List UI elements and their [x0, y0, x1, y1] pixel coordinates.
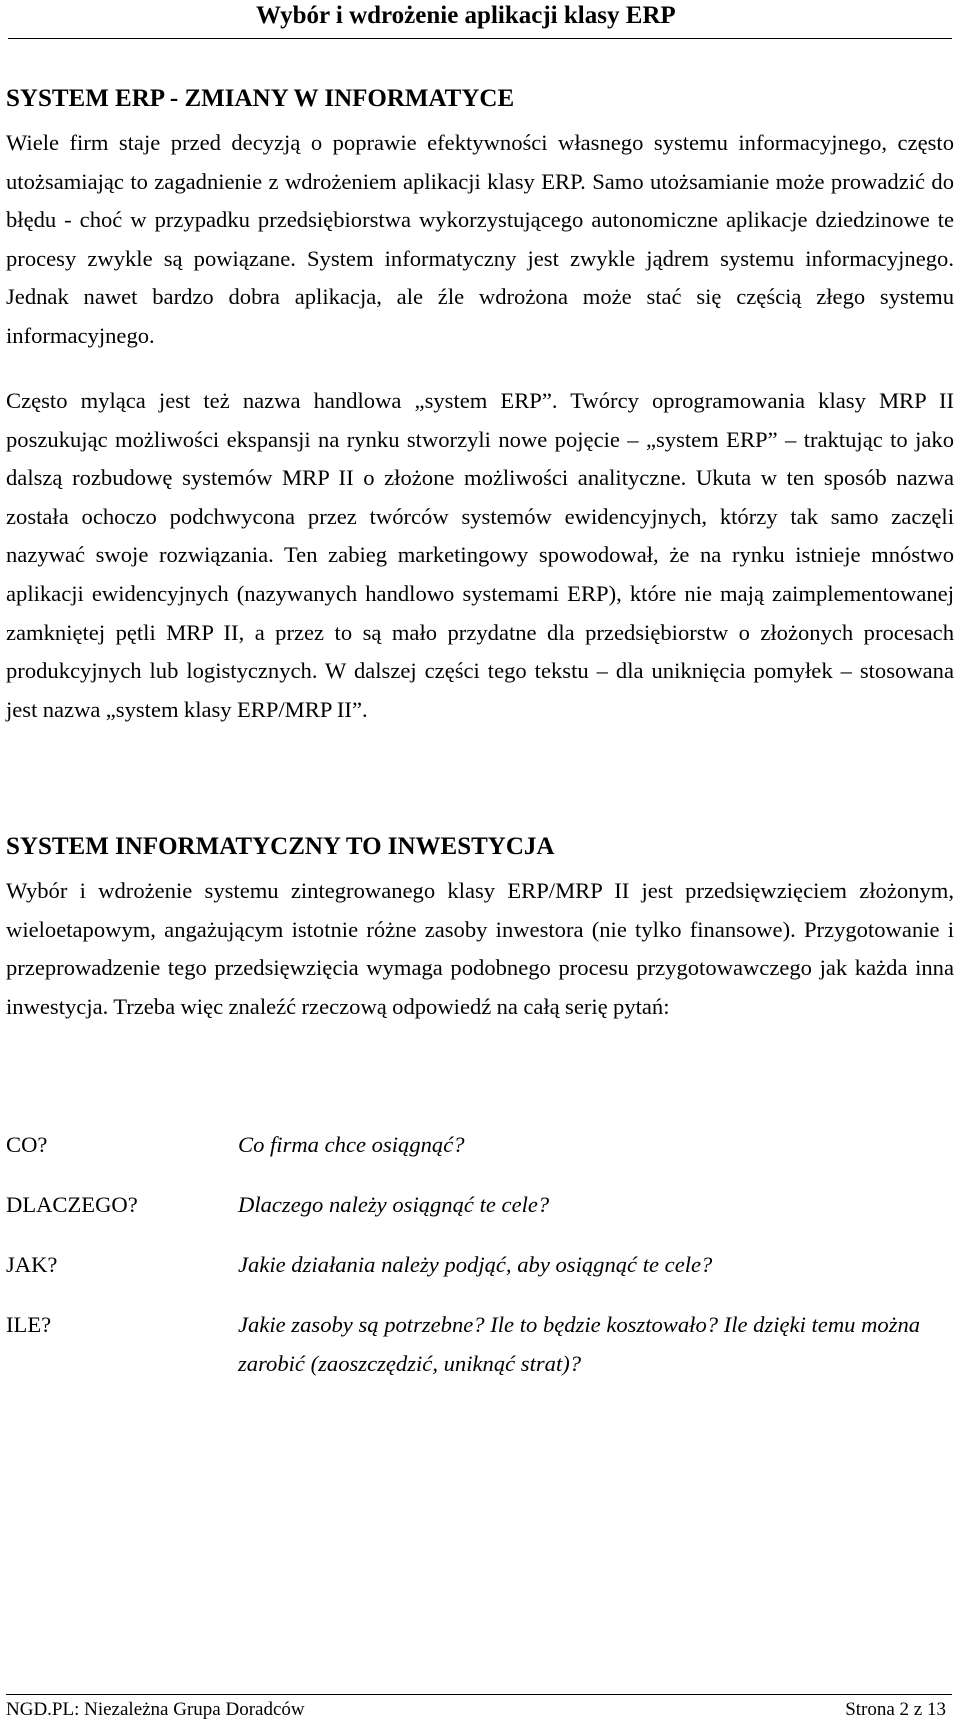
question-label: ILE? [6, 1312, 52, 1337]
paragraph-erp-naming: Często myląca jest też nazwa handlowa „system ERP”. Twórcy oprogramowania klasy MRP II poszukując możliwości ekspansji na rynku stworzyli nowe pojęcie – „system ERP” – traktując to jako dalszą rozbudowę systemów MRP II o złożone możliwości analityczne. Ukuta w ten sposób nazwa została ochoczo podchwycona przez twórców systemów ewidencyjnych, którzy tak samo zaczęli nazywać swoje rozwiązania. Ten zabieg marketingowy spowodował, że na rynku istnieje mnóstwo aplikacji ewidencyjnych (nazywanych handlowo systemami ERP), które nie mają zaimplementowanej zamkniętej pętli MRP II, a przez to są mało przydatne dla przedsiębiorstw o złożonych procesach produkcyjnych lub logistycznych. W dalszej części tego tekstu – dla uniknięcia pomyłek – stosowana jest nazwa „system klasy ERP/MRP II”. [6, 388, 954, 722]
footer-divider [6, 1694, 952, 1695]
question-label: DLACZEGO? [6, 1192, 138, 1217]
section-heading-erp-changes: SYSTEM ERP - ZMIANY W INFORMATYCE [6, 85, 515, 112]
question-text: Dlaczego należy osiągnąć te cele? [238, 1192, 550, 1217]
footer-publisher: NGD.PL: Niezależna Grupa Doradców [6, 1699, 305, 1720]
paragraph-erp-intro: Wiele firm staje przed decyzją o poprawie efektywności własnego systemu informacyjnego, często utożsamiając to zagadnienie z wdrożeniem aplikacji klasy ERP. Samo utożsamianie może prowadzić do błędu - choć w przypadku przedsiębiorstwa wykorzystującego autonomiczne aplikacje dziedzinowe te procesy zwykle są powiązane. System informatyczny jest zwykle jądrem systemu informacyjnego. Jednak nawet bardzo dobra aplikacja, ale źle wdrożona może stać się częścią złego systemu informacyjnego. [6, 130, 954, 348]
question-text: Jakie zasoby są potrzebne? Ile to będzie kosztowało? Ile dzięki temu można zarobić (zaoszczędzić, uniknąć strat)? [238, 1312, 921, 1376]
running-header [8, 0, 952, 39]
question-label: JAK? [6, 1252, 58, 1277]
page-number: Strona 2 z 13 [845, 1699, 946, 1720]
question-text: Co firma chce osiągnąć? [238, 1132, 465, 1157]
question-label: CO? [6, 1132, 48, 1157]
paragraph-investment: Wybór i wdrożenie systemu zintegrowanego klasy ERP/MRP II jest przedsięwzięciem złożonym, wieloetapowym, angażującym istotnie różne zasoby inwestora (nie tylko finansowe). Przygotowanie i przeprowadzenie tego przedsięwzięcia wymaga podobnego procesu przygotowawczego jak każda inna inwestycja. Trzeba więc znaleźć rzeczową odpowiedź na całą serię pytań: [6, 878, 954, 1019]
header-title: Wybór i wdrożenie aplikacji klasy ERP [256, 2, 676, 29]
question-text: Jakie działania należy podjąć, aby osiągnąć te cele? [238, 1252, 713, 1277]
section-heading-investment: SYSTEM INFORMATYCZNY TO INWESTYCJA [6, 833, 555, 860]
